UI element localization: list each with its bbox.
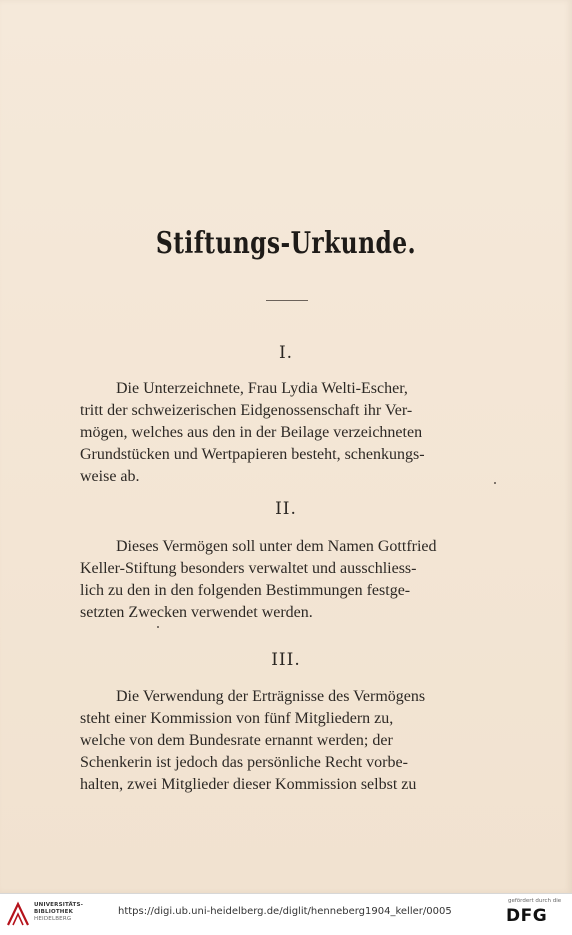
library-name-line1: UNIVERSITÄTS- [34,902,84,908]
paragraph-line: Schenkerin ist jedoch das persönliche Recht vorbe- [80,754,408,771]
paragraph-line: weise ab. [80,468,140,485]
paragraph-line: halten, zwei Mitglieder dieser Kommission selbst zu [80,776,417,793]
paragraph-line: Keller-Stiftung besonders verwaltet und ausschliess- [80,560,417,577]
section-heading-2: II. [275,499,297,519]
permalink-url[interactable]: https://digi.ub.uni-heidelberg.de/diglit/henneberg1904_keller/0005 [118,906,452,917]
paragraph-line: Grundstücken und Wertpapieren besteht, schenkungs- [80,446,425,463]
paragraph-line: tritt der schweizerischen Eidgenossenschaft ihr Ver- [80,402,413,419]
paragraph-line: setzten Zwecken verwendet werden. [80,604,313,621]
ink-speck [157,626,159,628]
paragraph-line: mögen, welches aus den in der Beilage verzeichneten [80,424,423,441]
section-paragraph-1 [80,378,496,488]
section-heading-3: III. [271,650,301,670]
ink-speck [494,482,496,484]
library-name[interactable] [34,902,83,923]
paragraph-line: Dieses Vermögen soll unter dem Namen Gottfried [116,538,437,555]
section-heading-1: I. [278,343,294,363]
library-name-line2: BIBLIOTHEK [34,909,74,915]
dfg-logo[interactable]: DFG [506,906,548,926]
paragraph-line: Die Verwendung der Erträgnisse des Vermögens [116,688,426,705]
funded-by-label: gefördert durch die [508,898,562,904]
paragraph-line: welche von dem Bundesrate ernannt werden; der [80,732,393,749]
paragraph-line: lich zu den in den folgenden Bestimmungen festge- [80,582,411,599]
viewer-footer [0,893,572,935]
section-paragraph-3 [80,686,496,796]
page-title: Stiftungs-Urkunde. [155,226,417,261]
paragraph-line: Die Unterzeichnete, Frau Lydia Welti-Escher, [116,380,408,397]
section-paragraph-2 [80,536,496,624]
university-library-logo-icon[interactable] [6,901,30,927]
library-city: HEIDELBERG [34,916,72,922]
title-divider [266,300,308,301]
paragraph-line: steht einer Kommission von fünf Mitgliedern zu, [80,710,394,727]
